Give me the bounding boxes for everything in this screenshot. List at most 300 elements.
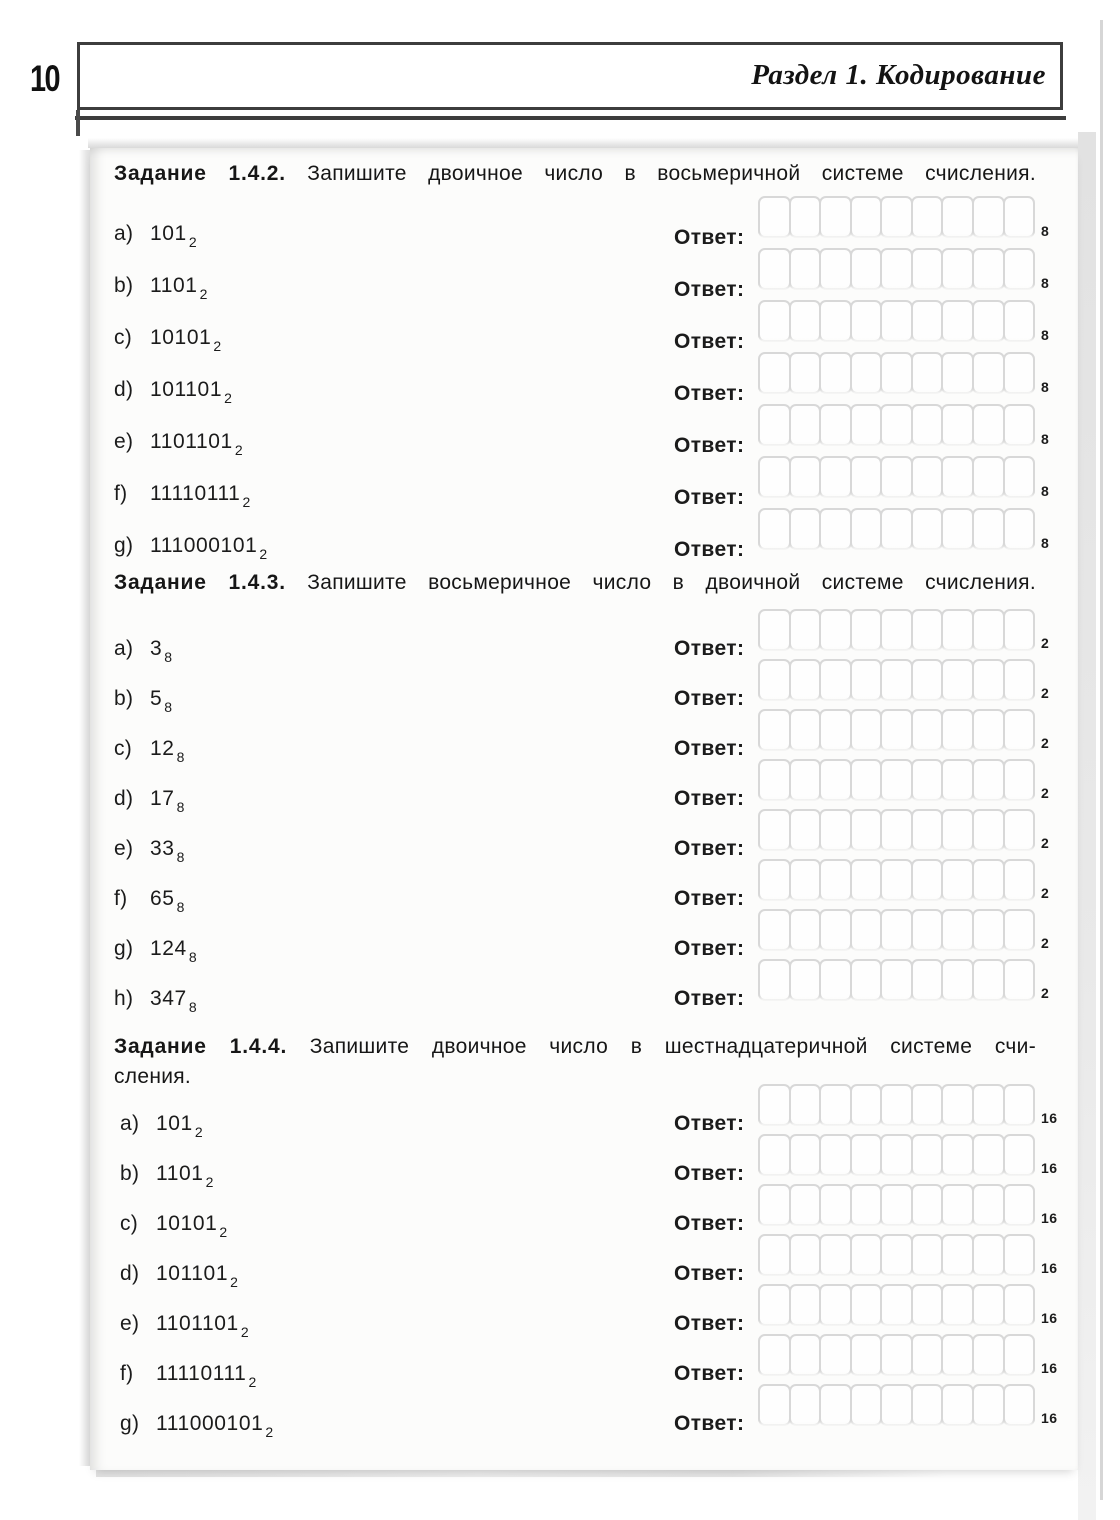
item-letter: f) (114, 482, 128, 505)
task-item-row (90, 1184, 1078, 1240)
answer-cell (1003, 809, 1036, 851)
item-number: 11110111 (150, 482, 241, 505)
answer-cell (850, 859, 883, 901)
task-number: Задание 1.4.2. (114, 162, 286, 185)
answer-cell (850, 1084, 883, 1126)
answer-cell (1003, 1134, 1036, 1176)
answer-cell (819, 1234, 852, 1276)
task-item-row (90, 809, 1078, 865)
answer-cell (850, 456, 883, 498)
answer-rows (90, 609, 1078, 1015)
item-expression (114, 482, 251, 510)
answer-cell (880, 508, 913, 550)
answer-cell (1003, 456, 1036, 498)
answer-boxes (758, 609, 1035, 651)
task-item-row (90, 959, 1078, 1015)
answer-base-subscript: 2 (1041, 885, 1050, 901)
answer-boxes (758, 859, 1035, 901)
answer-cell (789, 1284, 822, 1326)
item-base-subscript: 8 (188, 999, 197, 1015)
item-letter: c) (120, 1212, 139, 1235)
answer-cell (880, 859, 913, 901)
task-instruction: Запишите восьмеричное число в двоичной системе счисления. (307, 571, 1036, 594)
answer-cell (941, 859, 974, 901)
answer-base-subscript: 16 (1041, 1110, 1058, 1126)
answer-label: Ответ: (674, 737, 745, 760)
answer-base-subscript: 16 (1041, 1260, 1058, 1276)
item-number: 3 (150, 637, 163, 660)
answer-cell (819, 709, 852, 751)
answer-cell (789, 959, 822, 1001)
item-letter: e) (120, 1312, 140, 1335)
item-number: 1101 (150, 274, 198, 297)
answer-cell (941, 248, 974, 290)
answer-label: Ответ: (674, 1312, 745, 1335)
answer-cell (941, 959, 974, 1001)
answer-cell (789, 404, 822, 446)
answer-cell (1003, 508, 1036, 550)
item-letter: a) (114, 637, 134, 660)
item-expression (114, 787, 185, 815)
item-expression (114, 430, 243, 458)
answer-cell (758, 248, 791, 290)
item-base-subscript: 8 (188, 949, 197, 965)
answer-cell (819, 809, 852, 851)
answer-cell (911, 248, 944, 290)
answer-cell (972, 404, 1005, 446)
item-expression (114, 637, 173, 665)
item-base-subscript: 8 (176, 799, 185, 815)
task-item-row (90, 909, 1078, 965)
answer-label: Ответ: (674, 987, 745, 1010)
answer-cell (972, 196, 1005, 238)
answer-cell (880, 909, 913, 951)
item-number: 101101 (156, 1262, 229, 1285)
answer-cell (850, 809, 883, 851)
answer-cell (941, 1084, 974, 1126)
answer-cell (1003, 709, 1036, 751)
item-base-subscript: 2 (259, 546, 268, 562)
page-number: 10 (30, 58, 59, 99)
answer-cell (789, 508, 822, 550)
answer-cell (789, 609, 822, 651)
answer-cell (911, 1284, 944, 1326)
item-letter: a) (120, 1112, 140, 1135)
answer-cell (880, 659, 913, 701)
answer-cell (880, 352, 913, 394)
item-letter: c) (114, 326, 133, 349)
answer-cell (758, 1234, 791, 1276)
answer-cell (972, 609, 1005, 651)
answer-cell (789, 1084, 822, 1126)
answer-cell (850, 1284, 883, 1326)
answer-cell (880, 1234, 913, 1276)
item-letter: a) (114, 222, 134, 245)
answer-label: Ответ: (674, 1212, 745, 1235)
answer-cell (850, 196, 883, 238)
answer-cell (911, 959, 944, 1001)
item-expression (114, 987, 197, 1015)
answer-cell (880, 1184, 913, 1226)
answer-label: Ответ: (674, 1412, 745, 1435)
answer-base-subscript: 8 (1041, 327, 1050, 343)
answer-cell (972, 659, 1005, 701)
task-item-row (90, 609, 1078, 665)
item-expression (120, 1212, 228, 1240)
item-expression (114, 378, 233, 406)
answer-cell (1003, 909, 1036, 951)
answer-cell (789, 248, 822, 290)
task-item-row (90, 1084, 1078, 1140)
task-item-row (90, 1284, 1078, 1340)
answer-cell (819, 404, 852, 446)
item-base-subscript: 8 (176, 899, 185, 915)
answer-cell (941, 196, 974, 238)
answer-cell (1003, 609, 1036, 651)
answer-cell (941, 508, 974, 550)
answer-cell (911, 456, 944, 498)
item-letter: d) (114, 378, 134, 401)
item-letter: d) (120, 1262, 140, 1285)
answer-cell (880, 300, 913, 342)
answer-boxes (758, 709, 1035, 751)
answer-cell (819, 859, 852, 901)
answer-base-subscript: 2 (1041, 835, 1050, 851)
scan-shadow-top (88, 138, 1080, 148)
answer-cell (758, 1284, 791, 1326)
answer-label: Ответ: (674, 330, 745, 353)
task-item-row (90, 1334, 1078, 1390)
answer-cell (911, 1184, 944, 1226)
answer-label: Ответ: (674, 787, 745, 810)
item-number: 101 (156, 1112, 193, 1135)
answer-base-subscript: 16 (1041, 1360, 1058, 1376)
answer-cell (972, 1384, 1005, 1426)
item-base-subscript: 2 (230, 1274, 239, 1290)
answer-cell (850, 659, 883, 701)
item-number: 1101101 (150, 430, 233, 453)
task-item-row (90, 196, 1078, 248)
answer-boxes (758, 1184, 1035, 1226)
item-letter: f) (120, 1362, 134, 1385)
item-number: 111000101 (156, 1412, 264, 1435)
answer-label: Ответ: (674, 278, 745, 301)
answer-cell (911, 196, 944, 238)
answer-cell (880, 1134, 913, 1176)
answer-cell (850, 1384, 883, 1426)
answer-label: Ответ: (674, 382, 745, 405)
answer-cell (789, 1234, 822, 1276)
task-heading (114, 148, 1036, 187)
item-number: 1101 (156, 1162, 204, 1185)
answer-cell (941, 1184, 974, 1226)
answer-cell (911, 1384, 944, 1426)
answer-base-subscript: 8 (1041, 379, 1050, 395)
answer-cell (758, 809, 791, 851)
item-number: 10101 (156, 1212, 218, 1235)
item-base-subscript: 8 (164, 699, 173, 715)
answer-label: Ответ: (674, 687, 745, 710)
item-base-subscript: 2 (234, 442, 243, 458)
answer-cell (1003, 959, 1036, 1001)
answer-cell (789, 1134, 822, 1176)
item-expression (120, 1412, 274, 1440)
answer-cell (972, 352, 1005, 394)
item-base-subscript: 2 (199, 286, 208, 302)
answer-rows (90, 1084, 1078, 1440)
answer-cell (819, 1184, 852, 1226)
section-header-box (77, 42, 1063, 110)
answer-boxes (758, 659, 1035, 701)
item-base-subscript: 2 (224, 390, 233, 406)
answer-cell (819, 352, 852, 394)
answer-cell (941, 404, 974, 446)
answer-base-subscript: 16 (1041, 1160, 1058, 1176)
answer-cell (972, 456, 1005, 498)
answer-cell (758, 909, 791, 951)
answer-boxes (758, 1334, 1035, 1376)
answer-boxes (758, 456, 1035, 498)
task-item-row (90, 508, 1078, 560)
answer-cell (911, 1334, 944, 1376)
item-base-subscript: 8 (176, 849, 185, 865)
answer-cell (1003, 1334, 1036, 1376)
item-number: 101101 (150, 378, 223, 401)
item-letter: g) (114, 534, 134, 557)
answer-label: Ответ: (674, 486, 745, 509)
answer-cell (972, 1184, 1005, 1226)
answer-cell (819, 1134, 852, 1176)
answer-cell (911, 659, 944, 701)
answer-cell (819, 759, 852, 801)
answer-label: Ответ: (674, 1362, 745, 1385)
answer-label: Ответ: (674, 538, 745, 561)
answer-cell (972, 1334, 1005, 1376)
answer-cell (972, 909, 1005, 951)
answer-cell (819, 1384, 852, 1426)
task-item-row (90, 248, 1078, 300)
answer-rows (90, 196, 1078, 560)
answer-cell (972, 1234, 1005, 1276)
answer-boxes (758, 508, 1035, 550)
answer-cell (972, 709, 1005, 751)
item-letter: e) (114, 430, 134, 453)
answer-cell (789, 709, 822, 751)
task-number: Задание 1.4.3. (114, 571, 286, 594)
answer-cell (789, 1184, 822, 1226)
task-1-4-4 (90, 1032, 1078, 1440)
answer-cell (850, 508, 883, 550)
answer-cell (972, 300, 1005, 342)
answer-cell (758, 1184, 791, 1226)
answer-cell (911, 300, 944, 342)
answer-cell (819, 959, 852, 1001)
answer-cell (850, 1234, 883, 1276)
answer-cell (880, 1384, 913, 1426)
header-corner-stub (76, 110, 80, 136)
item-number: 65 (150, 887, 175, 910)
answer-cell (758, 508, 791, 550)
item-base-subscript: 2 (188, 234, 197, 250)
answer-cell (941, 1284, 974, 1326)
answer-cell (819, 659, 852, 701)
answer-cell (880, 1084, 913, 1126)
answer-cell (850, 959, 883, 1001)
header-rule (75, 116, 1066, 120)
answer-cell (789, 759, 822, 801)
answer-base-subscript: 8 (1041, 483, 1050, 499)
item-letter: g) (120, 1412, 140, 1435)
answer-cell (1003, 196, 1036, 238)
answer-cell (880, 959, 913, 1001)
answer-cell (789, 1334, 822, 1376)
answer-label: Ответ: (674, 837, 745, 860)
task-item-row (90, 404, 1078, 456)
answer-cell (911, 909, 944, 951)
answer-cell (941, 1334, 974, 1376)
answer-cell (850, 909, 883, 951)
answer-base-subscript: 16 (1041, 1410, 1058, 1426)
answer-cell (819, 248, 852, 290)
task-item-row (90, 352, 1078, 404)
item-expression (120, 1312, 249, 1340)
answer-boxes (758, 759, 1035, 801)
answer-base-subscript: 8 (1041, 431, 1050, 447)
answer-cell (972, 248, 1005, 290)
answer-label: Ответ: (674, 1112, 745, 1135)
answer-cell (819, 1084, 852, 1126)
answer-cell (850, 1134, 883, 1176)
answer-cell (819, 1334, 852, 1376)
item-letter: f) (114, 887, 128, 910)
item-base-subscript: 2 (194, 1124, 203, 1140)
item-expression (120, 1162, 214, 1190)
answer-base-subscript: 8 (1041, 223, 1050, 239)
answer-cell (880, 709, 913, 751)
item-expression (114, 222, 197, 250)
answer-cell (911, 609, 944, 651)
answer-cell (789, 859, 822, 901)
answer-base-subscript: 16 (1041, 1210, 1058, 1226)
answer-cell (819, 196, 852, 238)
answer-cell (789, 196, 822, 238)
item-expression (114, 687, 173, 715)
answer-base-subscript: 2 (1041, 935, 1050, 951)
answer-label: Ответ: (674, 434, 745, 457)
answer-boxes (758, 1134, 1035, 1176)
answer-cell (880, 759, 913, 801)
item-letter: b) (120, 1162, 140, 1185)
item-number: 17 (150, 787, 175, 810)
answer-cell (758, 659, 791, 701)
answer-cell (972, 1284, 1005, 1326)
answer-cell (1003, 352, 1036, 394)
answer-cell (1003, 659, 1036, 701)
item-base-subscript: 2 (213, 338, 222, 354)
answer-boxes (758, 300, 1035, 342)
answer-cell (941, 659, 974, 701)
item-base-subscript: 2 (240, 1324, 249, 1340)
item-expression (114, 534, 268, 562)
task-item-row (90, 1134, 1078, 1190)
answer-boxes (758, 352, 1035, 394)
answer-cell (941, 1384, 974, 1426)
answer-label: Ответ: (674, 887, 745, 910)
answer-cell (850, 404, 883, 446)
answer-cell (758, 196, 791, 238)
answer-boxes (758, 1084, 1035, 1126)
item-expression (114, 326, 222, 354)
task-instruction: Запишите двоичное число в восьмеричной системе счисления. (307, 162, 1036, 185)
answer-cell (758, 456, 791, 498)
answer-cell (1003, 859, 1036, 901)
item-letter: b) (114, 274, 134, 297)
answer-cell (880, 609, 913, 651)
answer-boxes (758, 196, 1035, 238)
answer-cell (911, 709, 944, 751)
answer-cell (880, 248, 913, 290)
answer-cell (758, 609, 791, 651)
task-item-row (90, 859, 1078, 915)
answer-cell (1003, 300, 1036, 342)
scan-edge-line (1100, 20, 1103, 1500)
answer-cell (819, 508, 852, 550)
task-1-4-3 (90, 569, 1078, 1015)
item-number: 347 (150, 987, 187, 1010)
task-heading-line1 (114, 1032, 1036, 1062)
answer-cell (880, 809, 913, 851)
answer-cell (941, 709, 974, 751)
answer-cell (819, 300, 852, 342)
answer-cell (911, 759, 944, 801)
task-item-row (90, 659, 1078, 715)
answer-cell (758, 1134, 791, 1176)
task-item-row (90, 1234, 1078, 1290)
answer-cell (850, 709, 883, 751)
answer-cell (1003, 1234, 1036, 1276)
item-letter: d) (114, 787, 134, 810)
answer-cell (1003, 1084, 1036, 1126)
answer-base-subscript: 2 (1041, 985, 1050, 1001)
answer-label: Ответ: (674, 637, 745, 660)
scan-edge-right (1078, 132, 1096, 1520)
answer-cell (880, 1284, 913, 1326)
item-letter: e) (114, 837, 134, 860)
answer-cell (972, 859, 1005, 901)
answer-cell (758, 759, 791, 801)
answer-cell (911, 859, 944, 901)
answer-boxes (758, 1384, 1035, 1426)
answer-cell (850, 609, 883, 651)
answer-boxes (758, 1234, 1035, 1276)
item-number: 101 (150, 222, 187, 245)
answer-cell (850, 300, 883, 342)
answer-cell (819, 609, 852, 651)
answer-cell (789, 1384, 822, 1426)
answer-cell (819, 1284, 852, 1326)
answer-cell (972, 508, 1005, 550)
item-base-subscript: 2 (219, 1224, 228, 1240)
answer-cell (850, 352, 883, 394)
answer-cell (941, 1134, 974, 1176)
answer-cell (758, 352, 791, 394)
answer-cell (850, 248, 883, 290)
answer-boxes (758, 909, 1035, 951)
answer-cell (1003, 759, 1036, 801)
item-expression (120, 1362, 257, 1390)
answer-cell (758, 709, 791, 751)
answer-base-subscript: 2 (1041, 685, 1050, 701)
